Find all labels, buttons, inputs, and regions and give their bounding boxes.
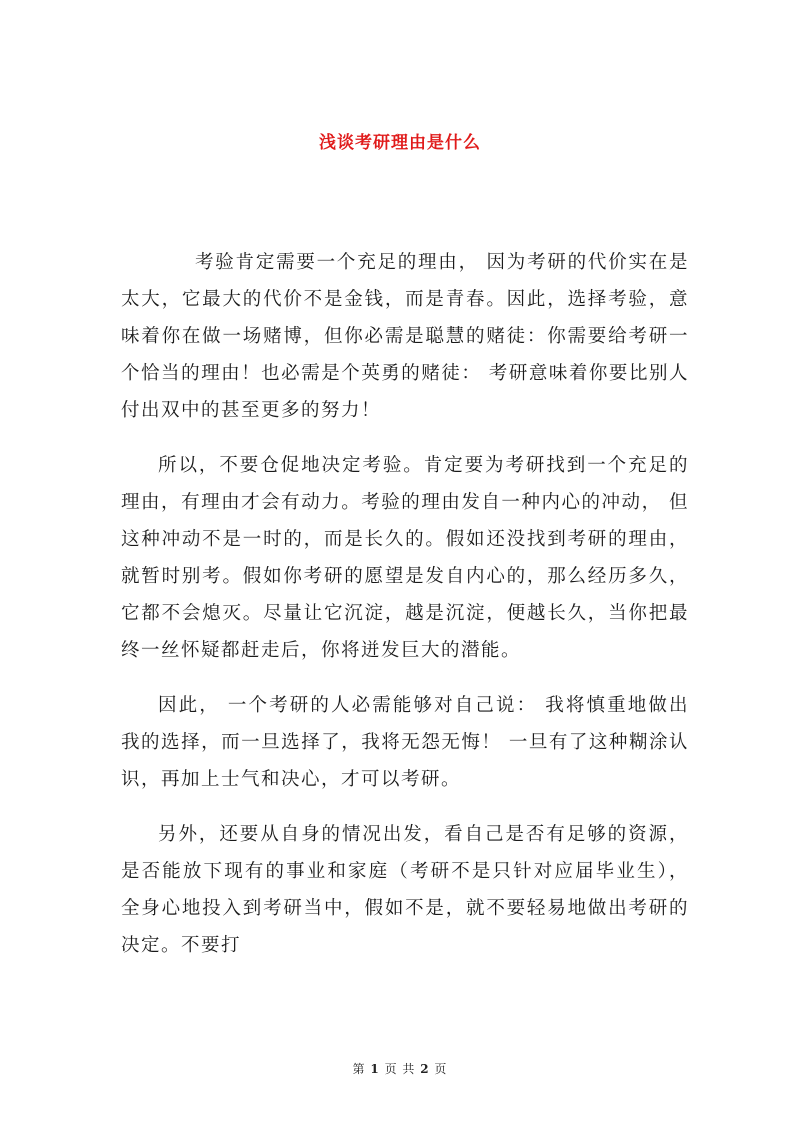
page-footer	[0, 1060, 800, 1077]
document-body	[121, 244, 689, 982]
document-title: 浅谈考研理由是什么	[319, 133, 481, 153]
footer-total-pages: 2	[420, 1062, 430, 1076]
paragraph-4: 另外，还要从自身的情况出发，看自己是否有足够的资源，是否能放下现有的事业和家庭（考研不是只针对应届毕业生），全身心地投入到考研当中，假如不是，就不要轻易地做出考研的决定。不要打	[121, 824, 689, 956]
footer-suffix: 页	[434, 1062, 448, 1076]
footer-page-number: 1	[370, 1062, 380, 1076]
paragraph-1: 考验肯定需要一个充足的理由， 因为考研的代价实在是太大，它最大的代价不是金钱，而是青春。因此，选择考验，意味着你在做一场赌博，但你必需是聪慧的赌徒：你需要给考研一个恰当的理由！也必需是个英勇的赌徒： 考研意味着你要比别人付出双中的甚至更多的努力！	[121, 252, 689, 421]
footer-middle: 页 共	[384, 1062, 416, 1076]
paragraph-3: 因此， 一个考研的人必需能够对自己说： 我将慎重地做出我的选择，而一旦选择了，我将无怨无悔！ 一旦有了这种糊涂认识，再加上士气和决心，才可以考研。	[121, 695, 689, 790]
paragraph-2: 所以，不要仓促地决定考验。肯定要为考研找到一个充足的理由，有理由才会有动力。考验的理由发自一种内心的冲动， 但这种冲动不是一时的，而是长久的。假如还没找到考研的理由，就暂时别考。假如你考研的愿望是发自内心的，那么经历多久，它都不会熄灭。尽量让它沉淀，越是沉淀，便越长久，当你把最终一丝怀疑都赶走后，你将迸发巨大的潜能。	[121, 455, 689, 661]
footer-prefix: 第	[352, 1062, 366, 1076]
